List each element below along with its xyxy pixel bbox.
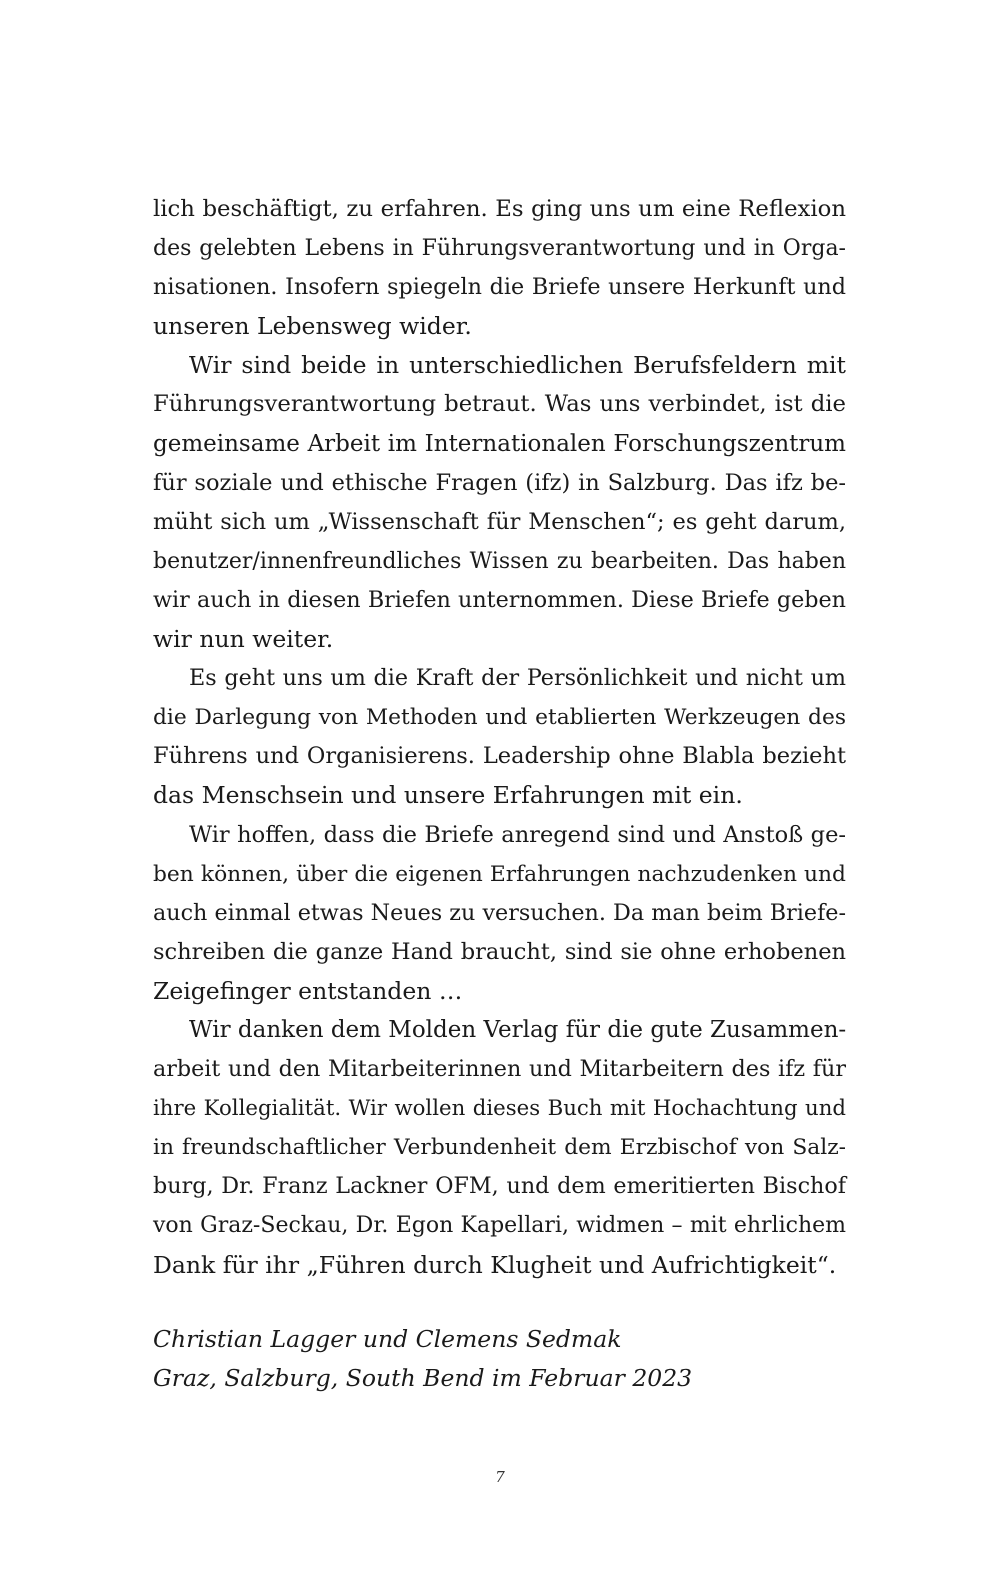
signature-block	[153, 1320, 846, 1398]
signature-authors: Christian Lagger und Clemens Sedmak	[153, 1325, 622, 1353]
text-line: Führens und Organisierens. Leadership ohne Blabla bezieht	[153, 743, 846, 770]
text-line: in freundschaftlicher Verbundenheit dem Erzbischof von Salz-	[153, 1135, 846, 1161]
paragraph	[153, 1011, 846, 1285]
paragraph	[153, 659, 846, 815]
text-line: Führungsverantwortung betraut. Was uns verbindet, ist die	[153, 391, 846, 418]
text-line: ihre Kollegialität. Wir wollen dieses Buch mit Hochachtung und	[153, 1096, 846, 1122]
text-line: müht sich um „Wissenschaft für Menschen“; es geht darum,	[153, 508, 846, 535]
text-line: auch einmal etwas Neues zu versuchen. Da man beim Briefe-	[153, 899, 846, 926]
text-line: Wir hoffen, dass die Briefe anregend sind und Anstoß ge-	[189, 821, 846, 848]
text-line: gemeinsame Arbeit im Internationalen Forschungszentrum	[153, 430, 846, 457]
text-line: Zeigefinger entstanden …	[153, 976, 463, 1005]
text-line: arbeit und den Mitarbeiterinnen und Mitarbeitern des ifz für	[153, 1056, 846, 1083]
text-line: die Darlegung von Methoden und etablierten Werkzeugen des	[153, 705, 846, 731]
text-line: das Menschsein und unsere Erfahrungen mit ein.	[153, 781, 743, 810]
text-line: wir nun weiter.	[153, 625, 334, 654]
signature-place-date: Graz, Salzburg, South Bend im Februar 2023	[153, 1364, 693, 1393]
text-line: ben können, über die eigenen Erfahrungen nachzudenken und	[153, 861, 846, 887]
text-line: von Graz-Seckau, Dr. Egon Kapellari, widmen – mit ehrlichem	[153, 1213, 846, 1239]
text-line: benutzer/innenfreundliches Wissen zu bearbeiten. Das haben	[153, 548, 846, 574]
body-text	[153, 190, 846, 1285]
page-number: 7	[495, 1468, 505, 1486]
text-line: schreiben die ganze Hand braucht, sind sie ohne erhobenen	[153, 938, 846, 965]
paragraph	[153, 816, 846, 1011]
text-line: burg, Dr. Franz Lackner OFM, und dem emeritierten Bischof	[153, 1173, 846, 1200]
text-line: Es geht uns um die Kraft der Persönlichkeit und nicht um	[189, 665, 846, 692]
text-line: unseren Lebensweg wider.	[153, 312, 472, 341]
paragraph	[153, 346, 846, 659]
text-line: Wir sind beide in unterschiedlichen Berufsfeldern mit	[189, 351, 846, 380]
text-line: lich beschäftigt, zu erfahren. Es ging uns um eine Reflexion	[153, 196, 846, 222]
text-line: für soziale und ethische Fragen (ifz) in Salzburg. Das ifz be-	[153, 469, 846, 496]
paragraph	[153, 190, 846, 346]
text-line: nisationen. Insofern spiegeln die Briefe unsere Herkunft und	[153, 274, 846, 301]
text-line: wir auch in diesen Briefen unternommen. Diese Briefe geben	[153, 586, 846, 613]
text-line: Dank für ihr „Führen durch Klugheit und Aufrichtigkeit“.	[153, 1250, 837, 1279]
text-line: des gelebten Lebens in Führungsverantwortung und in Orga-	[153, 236, 846, 262]
text-line: Wir danken dem Molden Verlag für die gute Zusammen-	[189, 1016, 847, 1043]
